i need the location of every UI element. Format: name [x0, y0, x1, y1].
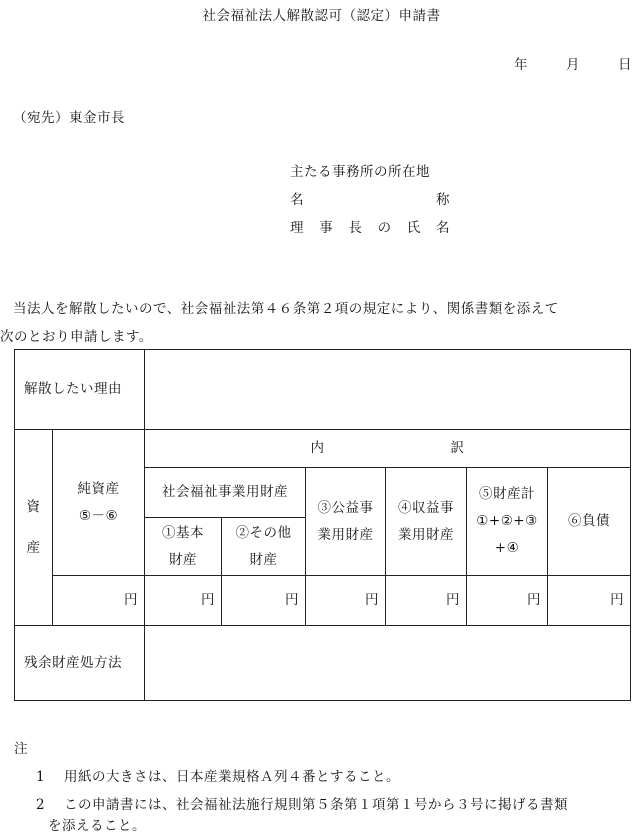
note-text: 用紙の大きさは、日本産業規格Ａ列４番とすること。 [64, 769, 400, 785]
note-continuation: を添えること。 [48, 818, 146, 834]
note-text: この申請書には、社会福祉法施行規則第５条第１項第１号から３号に掲げる書類 [64, 797, 568, 813]
basic-assets-amount[interactable]: 円 [145, 576, 222, 626]
note-number: 2 [36, 797, 46, 813]
net-assets-header: 純資産 ⑤－⑥ [53, 430, 145, 576]
page-title: 社会福祉法人解散認可（認定）申請書 [202, 8, 441, 24]
profit-assets-header: ④収益事 業用財産 [386, 468, 467, 576]
residual-assets-label: 残余財産処方法 [15, 626, 145, 701]
note-item [36, 793, 568, 813]
applicant-name-label: 名 称 [290, 192, 450, 208]
total-assets-amount[interactable]: 円 [467, 576, 548, 626]
public-benefit-assets-header: ③公益事 業用財産 [306, 468, 386, 576]
note-number: 1 [36, 769, 46, 785]
breakdown-header: 内 訳 [145, 430, 631, 468]
application-table [14, 349, 631, 701]
residual-assets-field[interactable] [145, 626, 631, 701]
date-line [514, 53, 632, 73]
total-assets-header: ⑤財産計 ①+②+③ +④ [467, 468, 548, 576]
reason-field[interactable] [145, 350, 631, 430]
basic-assets-header: ①基本 財産 [145, 518, 222, 576]
date-year: 年 [514, 57, 528, 73]
other-assets-header: ②その他 財産 [222, 518, 306, 576]
welfare-business-assets-header: 社会福祉事業用財産 [145, 468, 306, 518]
profit-assets-amount[interactable]: 円 [386, 576, 467, 626]
note-item [36, 765, 400, 785]
public-benefit-assets-amount[interactable]: 円 [306, 576, 386, 626]
applicant-office-address-label: 主たる事務所の所在地 [290, 164, 430, 180]
reason-label: 解散したい理由 [15, 350, 145, 430]
applicant-chair-name-label: 理 事 長 の 氏 名 [290, 220, 450, 236]
body-text-line-2: 次のとおり申請します。 [0, 329, 153, 345]
notes-heading: 注 [14, 741, 28, 757]
liabilities-amount[interactable]: 円 [548, 576, 631, 626]
other-assets-amount[interactable]: 円 [222, 576, 306, 626]
addressee: （宛先）東金市長 [13, 110, 125, 126]
date-month: 月 [566, 57, 580, 73]
body-text-line-1: 当法人を解散したいので、社会福祉法第４６条第２項の規定により、関係書類を添えて [13, 301, 559, 317]
net-assets-amount[interactable]: 円 [53, 576, 145, 626]
date-day: 日 [618, 57, 632, 73]
liabilities-header: ⑥負債 [548, 468, 631, 576]
assets-label: 資 産 [15, 430, 53, 626]
